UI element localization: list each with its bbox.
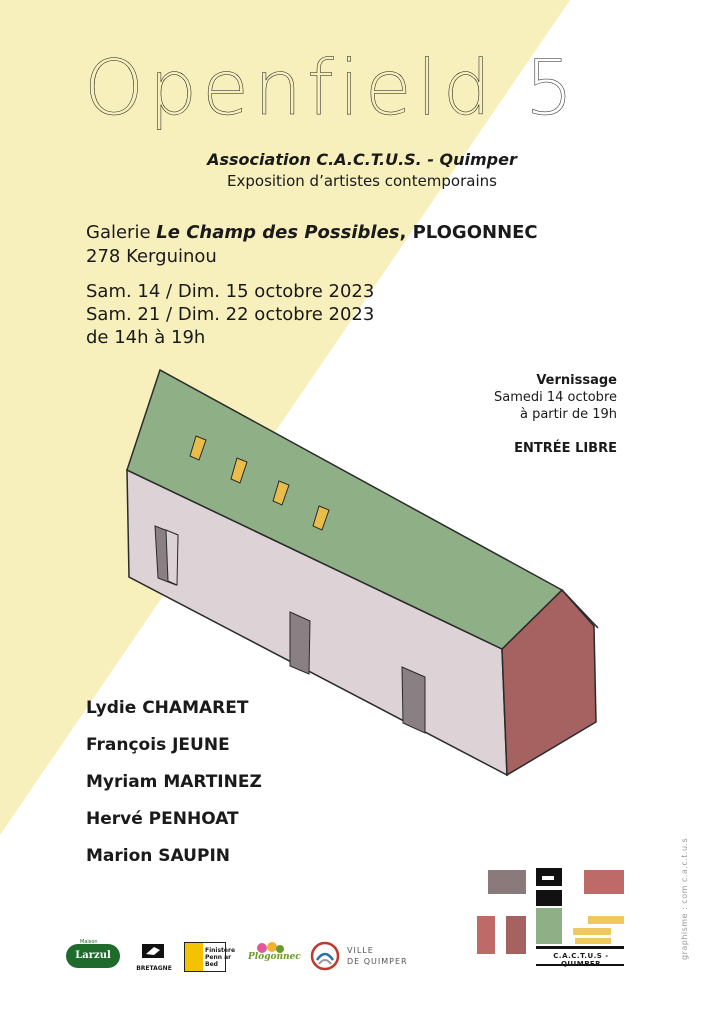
quimper-line1: VILLE bbox=[347, 946, 374, 955]
association-name: Association C.A.C.T.U.S. - Quimper bbox=[207, 150, 517, 169]
artist-name: Myriam MARTINEZ bbox=[86, 772, 262, 792]
artist-name: Lydie CHAMARET bbox=[86, 698, 249, 718]
larzul-logo-top: Maison bbox=[80, 939, 98, 945]
graphic-credit-text: graphisme : com c.a.c.t.u.s bbox=[680, 837, 689, 960]
opening-hours: de 14h à 19h bbox=[86, 327, 206, 348]
bretagne-mark-icon bbox=[134, 942, 174, 964]
larzul-logo bbox=[66, 944, 120, 968]
exhibition-subtitle: Exposition d’artistes contemporains bbox=[227, 172, 497, 190]
cactus-logo-text: C.A.C.T.U.S - QUIMPER bbox=[553, 952, 609, 968]
larzul-logo-text: Larzul bbox=[75, 950, 111, 961]
plogonnec-logo-text: Plogonnec bbox=[248, 952, 301, 962]
graphic-credit bbox=[677, 837, 691, 960]
artist-list bbox=[86, 697, 262, 882]
finistere-name: Finistère bbox=[205, 947, 236, 954]
venue-prefix: Galerie bbox=[86, 222, 157, 243]
quimper-logo-text bbox=[347, 945, 408, 967]
venue-town: , PLOGONNEC bbox=[399, 222, 538, 243]
cactus-logo bbox=[477, 868, 627, 968]
vernissage-time: à partir de 19h bbox=[519, 407, 617, 422]
venue-name: Le Champ des Possibles bbox=[156, 222, 400, 243]
vernissage-title: Vernissage bbox=[536, 373, 617, 388]
bretagne-logo bbox=[134, 942, 174, 972]
date-weekend-1: Sam. 14 / Dim. 15 octobre 2023 bbox=[86, 281, 375, 302]
venue-address: 278 Kerguinou bbox=[86, 246, 217, 267]
quimper-line2: DE QUIMPER bbox=[347, 957, 408, 966]
artist-name: Hervé PENHOAT bbox=[86, 809, 239, 829]
venue-line bbox=[86, 222, 538, 244]
plogonnec-logo bbox=[248, 940, 301, 972]
quimper-emblem-icon bbox=[309, 940, 341, 972]
quimper-logo bbox=[309, 940, 419, 972]
artist-name: François JEUNE bbox=[86, 735, 230, 755]
bretagne-logo-text: BRETAGNE bbox=[136, 965, 172, 972]
finistere-logo-text bbox=[205, 947, 235, 968]
finistere-shield-icon bbox=[185, 943, 203, 971]
date-weekend-2: Sam. 21 / Dim. 22 octobre 2023 bbox=[86, 304, 375, 325]
finistere-logo bbox=[184, 942, 236, 972]
artist-name: Marion SAUPIN bbox=[86, 846, 230, 866]
vernissage-date: Samedi 14 octobre bbox=[493, 390, 617, 405]
free-entry: ENTRÉE LIBRE bbox=[514, 441, 617, 456]
finistere-sub: Penn ar Bed bbox=[205, 954, 232, 968]
poster-title: Openfield 5 bbox=[84, 43, 579, 132]
